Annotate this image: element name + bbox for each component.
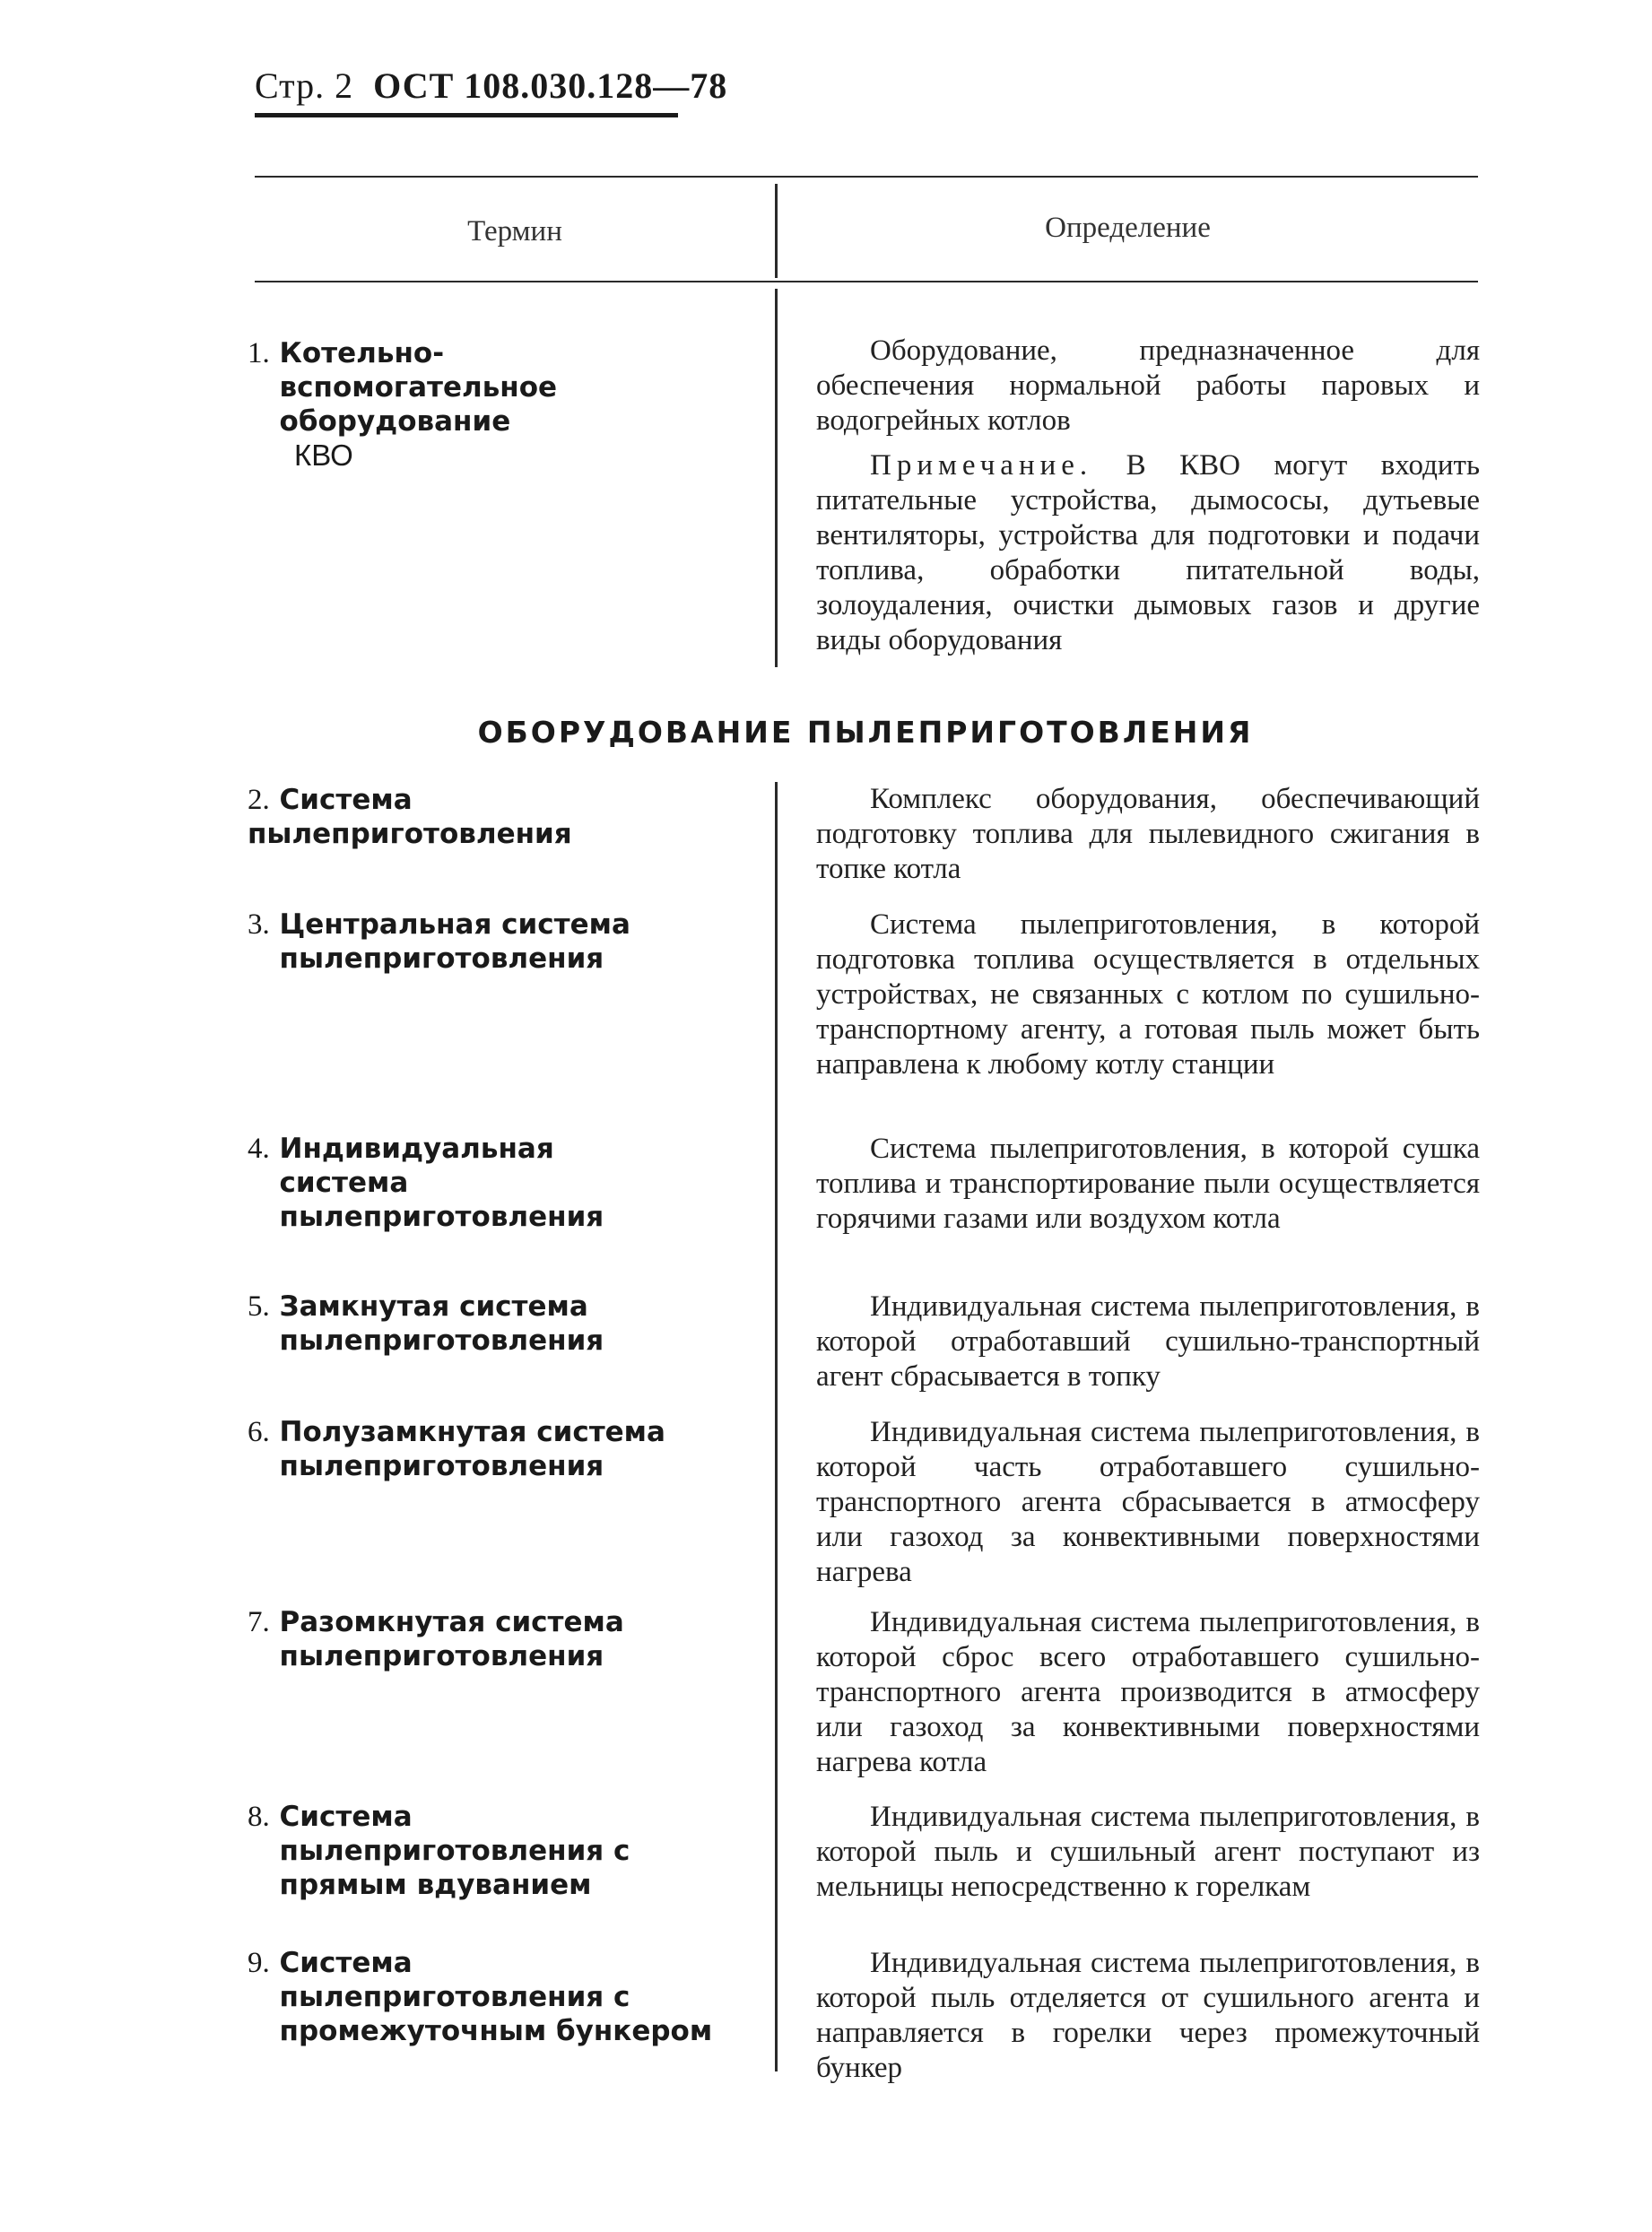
term-8: 8. Система пылеприготовления с прямым вдуванием — [248, 1801, 630, 1901]
term-1-abbreviation: КВО — [294, 439, 353, 472]
column-divider-2 — [775, 782, 778, 2071]
term-1: 1. Котельно-вспомогательное оборудование КВО — [248, 336, 745, 473]
term-4: 4. Индивидуальная система пылеприготовления — [248, 1133, 604, 1233]
column-header-term: Термин — [467, 215, 562, 248]
note-label: Примечание. — [870, 449, 1093, 482]
term-3: 3. Центральная система пылеприготовления — [248, 908, 630, 975]
header-underline — [255, 113, 678, 117]
definition-3: Система пылеприготовления, в которой подготовка топлива осуществляется в отдельных устройствах, не связанных с котлом по сушильно-транспортному агенту, а готовая пыль может быть направлена к любому котлу станции — [816, 908, 1480, 1081]
table-top-rule — [255, 176, 1478, 178]
page-number: Стр. 2 — [255, 65, 354, 106]
term-5: 5. Замкнутая система пылеприготовления — [248, 1290, 604, 1357]
term-9: 9. Система пылеприготовления с промежуточным бункером — [248, 1947, 713, 2047]
definition-5: Индивидуальная система пылеприготовления, в которой отработавший сушильно-транспортный агент сбрасывается в топку — [816, 1290, 1480, 1393]
section-title: ОБОРУДОВАНИЕ ПЫЛЕПРИГОТОВЛЕНИЯ — [477, 715, 1254, 750]
page-header — [255, 65, 727, 107]
definition-4: Система пылеприготовления, в которой сушка топлива и транспортирование пыли осуществляется горячими газами или воздухом котла — [816, 1133, 1480, 1235]
definition-8: Индивидуальная система пылеприготовления, в которой пыль и сушильный агент поступают из мельницы непосредственно к горелкам — [816, 1801, 1480, 1903]
definition-6: Индивидуальная система пылеприготовления, в которой часть отработавшего сушильно-транспортного агента сбрасывается в атмосферу или газоход за конвективными поверхностями нагрева — [816, 1416, 1480, 1588]
definition-7: Индивидуальная система пылеприготовления, в которой сброс всего отработавшего сушильно-транспортного агента производится в атмосферу или газоход за конвективными поверхностями нагрева котла — [816, 1606, 1480, 1778]
term-7: 7. Разомкнутая система пылеприготовления — [248, 1606, 624, 1672]
definition-9: Индивидуальная система пылеприготовления, в которой пыль отделяется от сушильного агента и направляется в горелки через промежуточный бункер — [816, 1947, 1480, 2084]
definition-1-note — [816, 448, 1480, 658]
column-header-definition: Определение — [1045, 212, 1211, 244]
definition-2: Комплекс оборудования, обеспечивающий подготовку топлива для пылевидного сжигания в топке котла — [816, 783, 1480, 885]
column-divider-1 — [775, 289, 778, 667]
note-text: В КВО могут входить питательные устройства, дымососы, дутьевые вентиляторы, устройства для подготовки и подачи топлива, обработки питательной воды, золоудаления, очистки дымовых газов и другие виды оборудования — [816, 449, 1481, 656]
term-6: 6. Полузамкнутая система пылеприготовления — [248, 1416, 665, 1482]
document-number: ОСТ 108.030.128—78 — [373, 65, 728, 106]
term-2: 2. Система пылеприготовления — [248, 784, 572, 850]
definition-1: Оборудование, предназначенное для обеспечения нормальной работы паровых и водогрейных котлов — [816, 334, 1480, 437]
table-header-rule — [255, 281, 1478, 282]
